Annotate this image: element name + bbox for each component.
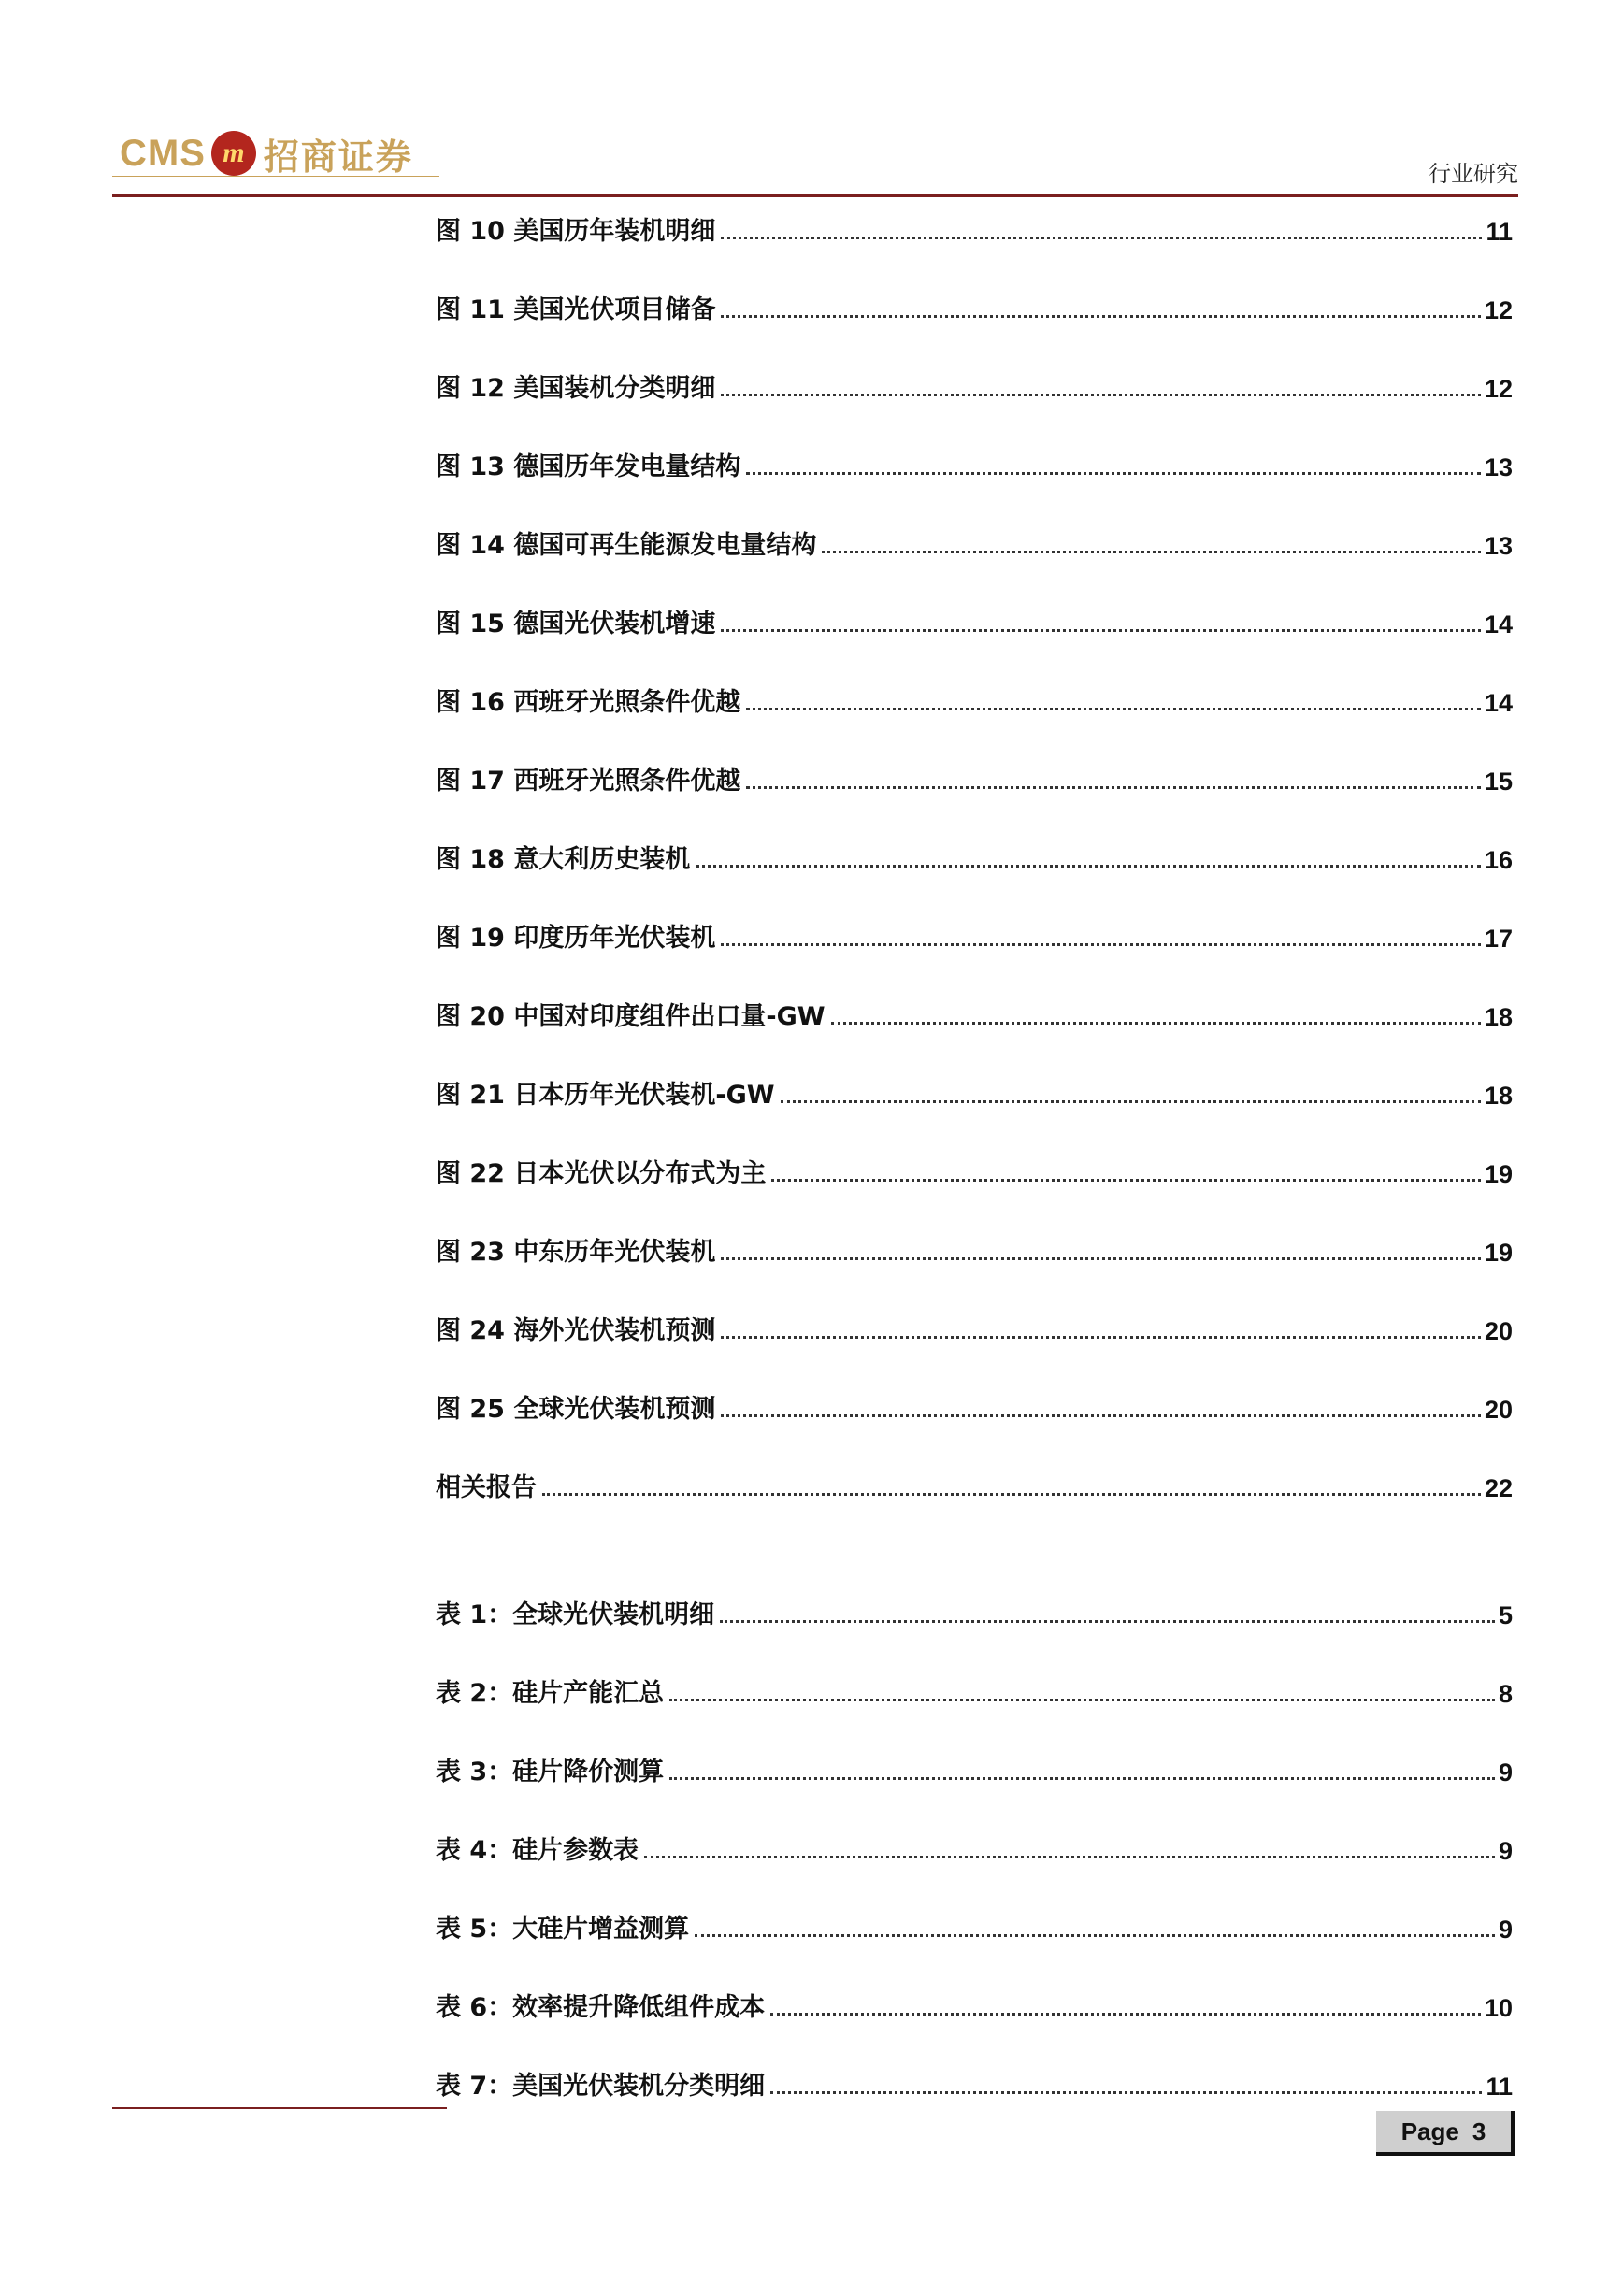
- toc-entry-table[interactable]: [436, 1593, 1513, 1630]
- toc-entry-figure[interactable]: [436, 445, 1513, 482]
- entry-label: 表 3：硅片降价测算: [436, 1758, 665, 1787]
- header-gold-rule: [112, 176, 439, 177]
- entry-label: 表 6：效率提升降低组件成本: [436, 1993, 766, 2022]
- dot-leader: [644, 1856, 1495, 1858]
- entry-label: 图 22 日本光伏以分布式为主: [436, 1159, 767, 1188]
- entry-page: 10: [1484, 1994, 1513, 2022]
- entry-page: 13: [1484, 453, 1513, 481]
- entry-label: 图 18 意大利历史装机: [436, 845, 691, 874]
- entry-page: 16: [1484, 846, 1513, 874]
- entry-label: 图 25 全球光伏装机预测: [436, 1395, 716, 1424]
- page-word: Page: [1400, 2117, 1459, 2145]
- entry-page: 9: [1498, 1758, 1513, 1787]
- toc-entry-figure[interactable]: [436, 681, 1513, 718]
- toc-entry-figure[interactable]: [436, 759, 1513, 796]
- entry-label: 图 16 西班牙光照条件优越: [436, 688, 741, 717]
- dot-leader: [721, 629, 1481, 632]
- entry-label: 表 1：全球光伏装机明细: [436, 1600, 715, 1629]
- entry-page: 19: [1484, 1239, 1513, 1267]
- toc-entry-figure[interactable]: [436, 1309, 1513, 1346]
- toc-entry-figure[interactable]: [436, 1073, 1513, 1111]
- toc-entry-figure[interactable]: [436, 916, 1513, 954]
- entry-label: 图 15 德国光伏装机增速: [436, 610, 716, 639]
- toc-entry-figure[interactable]: [436, 366, 1513, 404]
- dot-leader: [771, 1179, 1481, 1182]
- toc-entry-figure[interactable]: [436, 288, 1513, 325]
- dot-leader: [720, 1620, 1495, 1623]
- entry-label: 表 7：美国光伏装机分类明细: [436, 2072, 766, 2101]
- toc-entry-figure[interactable]: [436, 838, 1513, 875]
- entry-label: 图 11 美国光伏项目储备: [436, 295, 716, 324]
- entry-label: 表 2：硅片产能汇总: [436, 1679, 665, 1708]
- entry-page: 17: [1484, 925, 1513, 953]
- dot-leader: [746, 708, 1481, 710]
- entry-label: 图 13 德国历年发电量结构: [436, 452, 741, 481]
- entry-page: 18: [1484, 1003, 1513, 1031]
- toc-entry-figure[interactable]: [436, 209, 1513, 247]
- logo-cms-text: CMS: [120, 132, 206, 174]
- toc-entry-table[interactable]: [436, 1750, 1513, 1787]
- entry-page: 13: [1484, 532, 1513, 560]
- dot-leader: [822, 551, 1481, 553]
- dot-leader: [669, 1699, 1495, 1701]
- entry-page: 20: [1484, 1317, 1513, 1345]
- footer-rule: [112, 2107, 447, 2109]
- dot-leader: [669, 1777, 1495, 1780]
- page-number-box: [1376, 2111, 1515, 2156]
- entry-page: 15: [1484, 768, 1513, 796]
- entry-page: 22: [1484, 1474, 1513, 1502]
- entry-label: 图 14 德国可再生能源发电量结构: [436, 531, 817, 560]
- entry-label: 表 5：大硅片增益测算: [436, 1915, 690, 1944]
- toc-entry-figure[interactable]: [436, 602, 1513, 639]
- entry-label: 图 10 美国历年装机明细: [436, 217, 716, 246]
- toc-entry-table[interactable]: [436, 2064, 1513, 2102]
- entry-label: 图 12 美国装机分类明细: [436, 374, 716, 403]
- dot-leader: [696, 865, 1481, 868]
- toc-entry-table[interactable]: [436, 1986, 1513, 2023]
- logo-emblem-icon: m: [211, 131, 256, 176]
- dot-leader: [831, 1022, 1481, 1025]
- dot-leader: [542, 1493, 1481, 1496]
- entry-label: 图 24 海外光伏装机预测: [436, 1316, 716, 1345]
- entry-page: 14: [1484, 610, 1513, 639]
- company-logo: [120, 129, 413, 178]
- entry-page: 8: [1498, 1680, 1513, 1708]
- entry-page: 9: [1498, 1916, 1513, 1944]
- entry-label: 表 4：硅片参数表: [436, 1836, 639, 1865]
- header-rule: [112, 194, 1518, 197]
- entry-page: 20: [1484, 1396, 1513, 1424]
- dot-leader: [695, 1934, 1495, 1937]
- entry-page: 12: [1484, 296, 1513, 324]
- entry-label: 图 21 日本历年光伏装机-GW: [436, 1081, 775, 1110]
- dot-leader: [746, 472, 1481, 475]
- dot-leader: [721, 1414, 1481, 1417]
- page-number: 3: [1472, 2117, 1486, 2145]
- dot-leader: [770, 2091, 1482, 2094]
- dot-leader: [721, 237, 1482, 239]
- entry-page: 14: [1484, 689, 1513, 717]
- entry-page: 5: [1498, 1601, 1513, 1629]
- toc-entry-figure[interactable]: [436, 995, 1513, 1032]
- dot-leader: [746, 786, 1481, 789]
- dot-leader: [781, 1100, 1481, 1103]
- toc-entry-figure[interactable]: [436, 524, 1513, 561]
- dot-leader: [721, 1257, 1481, 1260]
- toc-entry-figure[interactable]: [436, 1230, 1513, 1268]
- entry-page: 11: [1486, 218, 1513, 246]
- dot-leader: [770, 2013, 1481, 2016]
- dot-leader: [721, 943, 1481, 946]
- logo-chinese-name: 招商证券: [263, 136, 413, 178]
- toc-entry-related-reports[interactable]: [436, 1466, 1513, 1503]
- entry-page: 11: [1486, 2073, 1513, 2101]
- entry-label: 相关报告: [436, 1473, 537, 1502]
- dot-leader: [721, 1336, 1481, 1339]
- entry-label: 图 17 西班牙光照条件优越: [436, 767, 741, 796]
- toc-entry-table[interactable]: [436, 1829, 1513, 1866]
- entry-page: 12: [1484, 375, 1513, 403]
- entry-label: 图 23 中东历年光伏装机: [436, 1238, 716, 1267]
- entry-page: 19: [1484, 1160, 1513, 1188]
- entry-page: 9: [1498, 1837, 1513, 1865]
- section-label: 行业研究: [1429, 161, 1518, 187]
- toc-entry-table[interactable]: [436, 1672, 1513, 1709]
- toc-entry-table[interactable]: [436, 1907, 1513, 1944]
- entry-label: 图 19 印度历年光伏装机: [436, 924, 716, 953]
- dot-leader: [721, 315, 1481, 318]
- entry-page: 18: [1484, 1082, 1513, 1110]
- toc-entry-figure[interactable]: [436, 1152, 1513, 1189]
- toc-entry-figure[interactable]: [436, 1387, 1513, 1425]
- dot-leader: [721, 394, 1481, 396]
- entry-label: 图 20 中国对印度组件出口量-GW: [436, 1002, 826, 1031]
